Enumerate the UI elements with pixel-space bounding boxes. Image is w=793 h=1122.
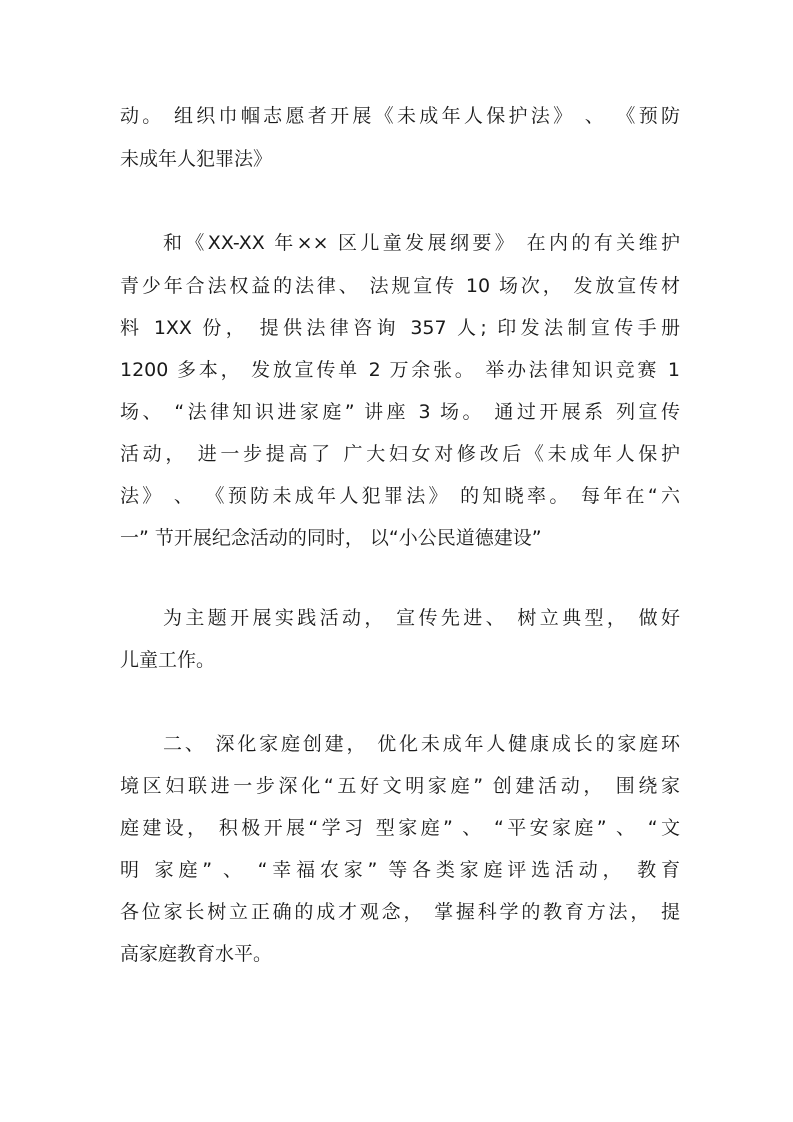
text-line: 一” 节开展纪念活动的同时， 以“小公民道德建设” [120,527,542,549]
text-line: 动。 组织巾帼志愿者开展《未成年人保护法》 、 《预防 [120,105,680,127]
text-line: 法》 、 《预防未成年人犯罪法》 的知晓率。 每年在“六 [120,485,680,507]
text-line: 料 1XX 份， 提供法律咨询 357 人; 印发法制宣传手册 [120,317,680,339]
text-line: 和《XX-XX 年×× 区儿童发展纲要》 在内的有关维护 [163,232,680,254]
text-line: 活动， 进一步提高了 广大妇女对修改后《未成年人保护 [120,443,680,465]
text-line: 1200 多本， 发放宣传单 2 万余张。 举办法律知识竞赛 1 [120,359,680,381]
text-line: 境区妇联进一步深化“五好文明家庭” 创建活动， 围绕家 [120,775,680,797]
text-line: 庭建设， 积极开展“学习 型家庭” 、 “平安家庭” 、 “文 [120,817,680,839]
text-line: 各位家长树立正确的成才观念， 掌握科学的教育方法， 提 [120,901,680,923]
text-line: 未成年人犯罪法》 [120,148,273,170]
text-line: 明 家庭” 、 “幸福农家” 等各类家庭评选活动， 教育 [120,859,680,881]
text-line: 儿童工作。 [120,649,216,671]
text-line: 高家庭教育水平。 [120,943,273,965]
text-line: 场、 “法律知识进家庭” 讲座 3 场。 通过开展系 列宣传 [120,401,680,423]
text-line: 二、 深化家庭创建， 优化未成年人健康成长的家庭环 [163,733,680,755]
text-line: 青少年合法权益的法律、 法规宣传 10 场次， 发放宣传材 [120,275,680,297]
text-line: 为主题开展实践活动， 宣传先进、 树立典型， 做好 [163,607,680,629]
